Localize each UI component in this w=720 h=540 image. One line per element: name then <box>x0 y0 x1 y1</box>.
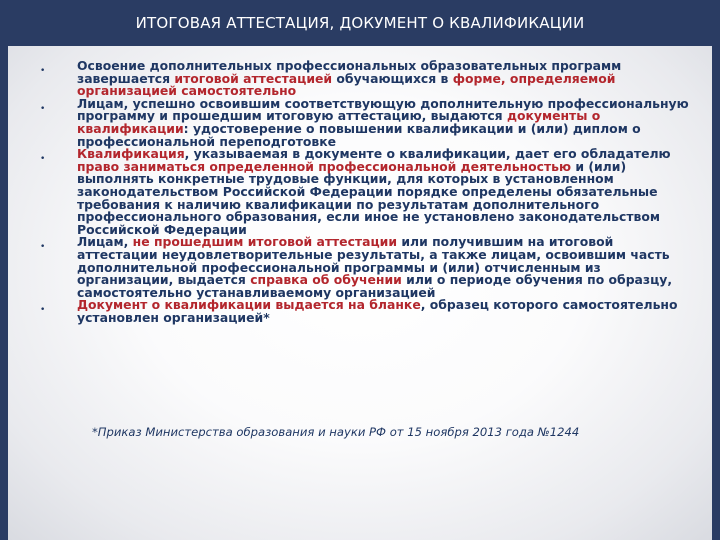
plain-text: : удостоверение о повышении квалификации и (или) диплом о профессиональной переподготовке <box>77 120 641 149</box>
bullet-text <box>77 146 671 237</box>
plain-text: Лицам, <box>77 234 133 250</box>
bullet-item <box>40 60 696 98</box>
plain-text: Лицам, успешно освоившим соответствующую дополнительную профессиональную программу и прошедшим итоговую аттестацию, выдаются <box>77 95 689 124</box>
bullet-dot-icon: • <box>40 154 46 165</box>
plain-text: Освоение дополнительных профессиональных образовательных программ завершается <box>77 58 622 86</box>
bullet-dot-icon: • <box>40 66 46 76</box>
bullet-text <box>77 96 689 149</box>
plain-text: или о периоде обучения по образцу, самостоятельно устанавливаемому организацией <box>77 272 673 300</box>
bullet-text <box>77 234 672 299</box>
highlighted-text: Документ о квалификации выдается на бланке <box>77 297 421 313</box>
plain-text: или получившим на итоговой аттестации неудовлетворительные результаты, а также лицам, освоившим часть дополнительной профессиональной программы и (или) отчисленным из организации, выдается <box>77 234 670 288</box>
bullet-text <box>77 297 677 325</box>
plain-text: , указываемая в документе о квалификации, дает его обладателю <box>184 146 671 162</box>
bullet-dot-icon: • <box>40 242 46 253</box>
highlighted-text: документы о квалификации <box>77 108 601 136</box>
plain-text: обучающихся в <box>332 70 453 86</box>
bullet-list <box>40 60 696 324</box>
bullet-dot-icon: • <box>40 305 46 316</box>
plain-text: , образец которого самостоятельно установлен организацией* <box>77 297 678 325</box>
bullet-item <box>40 95 696 149</box>
bullet-item <box>40 236 696 299</box>
highlighted-text: право заниматься определенной профессиональной деятельностью <box>77 158 572 174</box>
bullet-item <box>40 299 696 324</box>
slide-title: ИТОГОВАЯ АТТЕСТАЦИЯ, ДОКУМЕНТ О КВАЛИФИКАЦИИ <box>135 14 585 32</box>
bullet-item <box>40 148 696 236</box>
content-panel <box>8 46 712 540</box>
title-bar <box>0 0 720 46</box>
highlighted-text: итоговой аттестацией <box>174 70 333 86</box>
highlighted-text: справка об обучении <box>250 272 402 288</box>
bullet-dot-icon: • <box>40 103 46 114</box>
highlighted-text: не прошедшим итоговой аттестации <box>132 234 398 250</box>
highlighted-text: Квалификация <box>77 146 185 162</box>
plain-text: и (или) выполнять конкретные трудовые функции, для которых в установленном законодательством Российской Федерации порядке определены обязательные требования к наличию квалификации по результатам дополнительного профессионального образования, если иное не установлено законодательством Российской Федерации <box>77 158 661 237</box>
bullet-text <box>77 58 621 98</box>
highlighted-text: форме, определяемой организацией самостоятельно <box>77 70 616 99</box>
footnote: *Приказ Министерства образования и науки РФ от 15 ноября 2013 года №1244 <box>92 425 580 439</box>
